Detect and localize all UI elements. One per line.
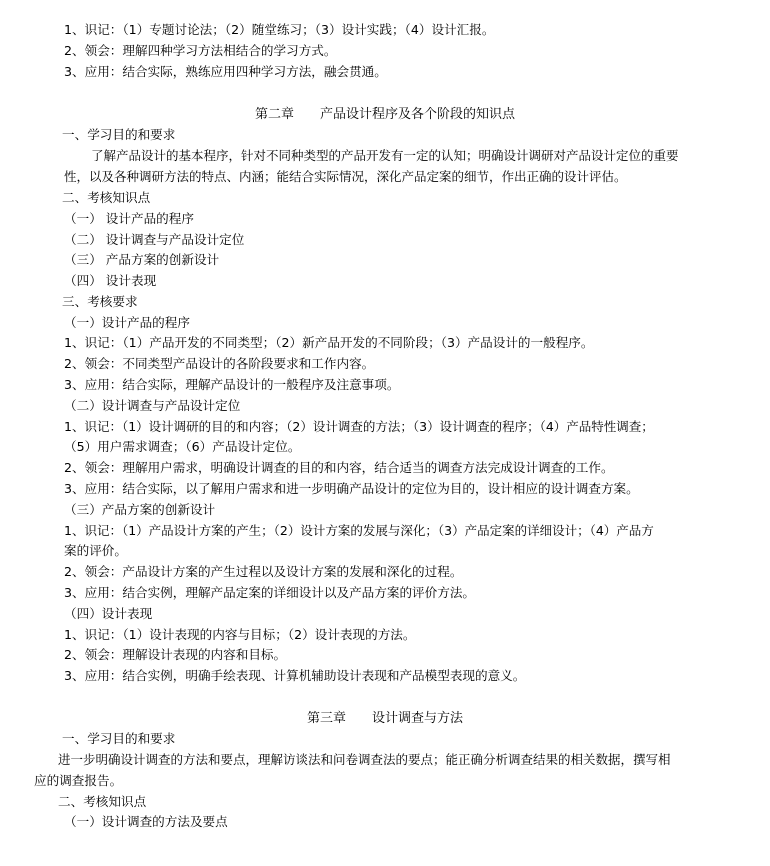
text-line: 1、识记：（1）产品开发的不同类型；（2）新产品开发的不同阶段；（3）产品设计的一般程序。 bbox=[64, 335, 594, 350]
text-line: 进一步明确设计调查的方法和要点，理解访谈法和问卷调查法的要点；能正确分析调查结果的相关数据，撰写相 bbox=[58, 752, 671, 767]
section-heading: 二、考核知识点 bbox=[62, 190, 151, 205]
text-line: （四） 设计表现 bbox=[64, 273, 157, 288]
text-line: 了解产品设计的基本程序，针对不同种类型的产品开发有一定的认知；明确设计调研对产品设计定位的重要 bbox=[91, 148, 679, 163]
text-line: （5）用户需求调查；（6）产品设计定位。 bbox=[64, 439, 301, 454]
section-heading: 一、学习目的和要求 bbox=[62, 731, 176, 746]
text-line: 3、应用：结合实例，明确手绘表现、计算机辅助设计表现和产品模型表现的意义。 bbox=[64, 668, 526, 683]
text-line: 1、识记：（1）专题讨论法；（2）随堂练习；（3）设计实践；（4）设计汇报。 bbox=[64, 22, 495, 37]
text-line: 3、应用：结合实例，理解产品定案的详细设计以及产品方案的评价方法。 bbox=[64, 585, 476, 600]
text-line: 案的评价。 bbox=[64, 543, 127, 558]
subsection-heading: （一）设计调查的方法及要点 bbox=[64, 814, 228, 829]
text-line: （一） 设计产品的程序 bbox=[64, 211, 194, 226]
text-line: 1、识记：（1）产品设计方案的产生；（2）设计方案的发展与深化；（3）产品定案的详细设计；（4）产品方 bbox=[64, 523, 654, 538]
subsection-heading: （二）设计调查与产品设计定位 bbox=[64, 398, 241, 413]
text-line: （三） 产品方案的创新设计 bbox=[64, 252, 220, 267]
section-heading: 二、考核知识点 bbox=[58, 794, 147, 809]
text-line: 2、领会：理解四种学习方法相结合的学习方式。 bbox=[64, 43, 337, 58]
text-line: 3、应用：结合实际，熟练应用四种学习方法，融会贯通。 bbox=[64, 64, 387, 79]
subsection-heading: （三）产品方案的创新设计 bbox=[64, 502, 216, 517]
text-line: （二） 设计调查与产品设计定位 bbox=[64, 232, 245, 247]
text-line: 2、领会：理解设计表现的内容和目标。 bbox=[64, 647, 287, 662]
subsection-heading: （一）设计产品的程序 bbox=[64, 315, 190, 330]
chapter-2-title: 第二章 产品设计程序及各个阶段的知识点 bbox=[254, 107, 515, 122]
text-line: 2、领会：不同类型产品设计的各阶段要求和工作内容。 bbox=[64, 356, 375, 371]
text-line: 性，以及各种调研方法的特点、内涵；能结合实际情况，深化产品定案的细节，作出正确的设计评估。 bbox=[64, 169, 627, 184]
text-line: 3、应用：结合实际，理解产品设计的一般程序及注意事项。 bbox=[64, 377, 400, 392]
text-line: 应的调查报告。 bbox=[34, 773, 123, 788]
subsection-heading: （四）设计表现 bbox=[64, 606, 153, 621]
text-line: 2、领会：产品设计方案的产生过程以及设计方案的发展和深化的过程。 bbox=[64, 564, 463, 579]
text-line: 1、识记：（1）设计调研的目的和内容；（2）设计调查的方法；（3）设计调查的程序；（4）产品特性调查； bbox=[64, 419, 654, 434]
text-line: 1、识记：（1）设计表现的内容与目标；（2）设计表现的方法。 bbox=[64, 627, 416, 642]
section-heading: 一、学习目的和要求 bbox=[62, 127, 176, 142]
chapter-3-title: 第三章 设计调查与方法 bbox=[306, 711, 463, 726]
text-line: 3、应用：结合实际，以了解用户需求和进一步明确产品设计的定位为目的，设计相应的设计调查方案。 bbox=[64, 481, 639, 496]
text-line: 2、领会：理解用户需求，明确设计调查的目的和内容，结合适当的调查方法完成设计调查的工作。 bbox=[64, 460, 614, 475]
section-heading: 三、考核要求 bbox=[62, 294, 138, 309]
